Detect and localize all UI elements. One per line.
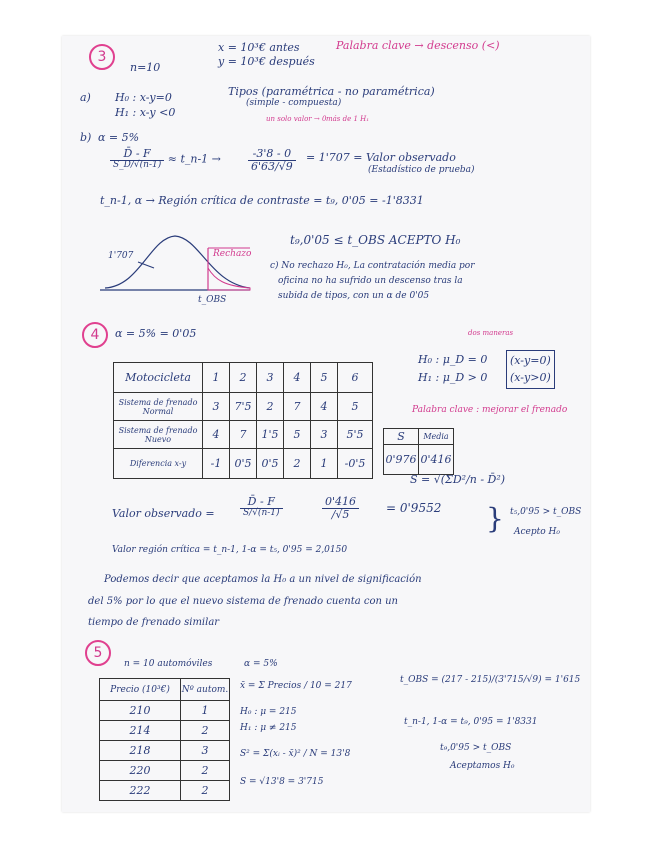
table-cell: 2 — [230, 363, 257, 393]
table-row — [384, 429, 454, 445]
ex4-conclusion-1: Podemos decir que aceptamos la H₀ a un nivel de significación — [104, 574, 422, 585]
table-cell: Motocicleta — [114, 363, 203, 393]
ex4-compare: t₅,0'95 > t_OBS — [510, 507, 582, 517]
exercise-5-number: 5 — [85, 640, 111, 666]
ex4-vo-label: Valor observado = — [112, 507, 215, 520]
table-cell: 4 — [203, 421, 230, 449]
table-cell: 7 — [230, 421, 257, 449]
ex3-b-label: b) — [80, 131, 92, 144]
ex3-tipos: Tipos (paramétrica - no paramétrica) — [228, 85, 435, 98]
ex5-alpha: α = 5% — [244, 659, 278, 669]
ex4-brake-table — [113, 362, 373, 479]
table-row — [114, 393, 373, 421]
ex5-tcrit: t_n-1, 1-α = t₉, 0'95 = 1'8331 — [404, 717, 538, 727]
ex5-variance: S² = Σ(xᵢ - x̄)² / N = 13'8 — [240, 749, 351, 759]
table-cell: 210 — [100, 701, 181, 721]
table-row — [100, 679, 230, 701]
table-cell: 4 — [284, 363, 311, 393]
ex4-dos-maneras: dos maneras — [468, 329, 514, 337]
table-row — [114, 449, 373, 479]
exercise-4-number: 4 — [82, 322, 108, 348]
table-cell: 5'5 — [338, 421, 373, 449]
ex4-conclusion-3: tiempo de frenado similar — [88, 617, 220, 628]
ex5-compare: t₉,0'95 > t_OBS — [440, 743, 512, 753]
ex4-keyword: Palabra clave : mejorar el frenado — [412, 405, 568, 415]
table-cell: 2 — [284, 449, 311, 479]
ex5-h0: H₀ : μ = 215 — [240, 707, 297, 717]
table-cell: 1'5 — [257, 421, 284, 449]
graph-curve — [105, 236, 250, 288]
ex3-tobs-label: t_OBS — [198, 295, 227, 305]
table-cell: 0'5 — [257, 449, 284, 479]
ex4-h0: H₀ : μ_D = 0 — [418, 353, 488, 366]
table-cell: 218 — [100, 741, 181, 761]
table-cell: 5 — [338, 393, 373, 421]
ex5-h1: H₁ : μ ≠ 215 — [240, 723, 297, 733]
ex5-std: S = √13'8 = 3'715 — [240, 777, 324, 787]
ex4-vo-result: = 0'9552 — [386, 501, 442, 515]
table-row — [114, 363, 373, 393]
ex3-h1: H₁ : x-y <0 — [115, 106, 176, 119]
ex4-accept: Acepto H₀ — [514, 527, 560, 537]
ex3-rechazo: Rechazo — [213, 249, 252, 259]
ex5-price-table — [99, 678, 230, 801]
ex3-conclusion-3: subida de tipos, con un α de 0'05 — [278, 291, 430, 301]
table-cell: Diferencia x-y — [114, 449, 203, 479]
ex3-note2: más de 1 H₁ — [326, 115, 370, 123]
table-cell: Sistema de frenado Normal — [114, 393, 203, 421]
ex3-calc-note: (Estadístico de prueba) — [368, 165, 475, 175]
table-row — [100, 741, 230, 761]
table-row — [100, 701, 230, 721]
ex3-graph-value: 1'707 — [108, 251, 134, 261]
table-row — [114, 421, 373, 449]
ex4-summary-table — [383, 428, 454, 475]
table-cell: 222 — [100, 781, 181, 801]
table-cell: 5 — [311, 363, 338, 393]
ex3-conclusion-1: c) No rechazo H₀, La contratación media por — [270, 261, 475, 271]
table-cell: S — [384, 429, 419, 445]
table-cell: Sistema de frenado Nuevo — [114, 421, 203, 449]
table-cell: 2 — [181, 761, 230, 781]
table-cell: 2 — [257, 393, 284, 421]
table-cell: 0'5 — [230, 449, 257, 479]
ex3-a-label: a) — [80, 91, 91, 104]
table-cell: 214 — [100, 721, 181, 741]
ex3-n: n=10 — [130, 61, 161, 74]
ex4-conclusion-2: del 5% por lo que el nuevo sistema de frenado cuenta con un — [88, 596, 398, 607]
ex4-h1: H₁ : μ_D > 0 — [418, 371, 488, 384]
ex3-keyword: Palabra clave → descenso (<) — [336, 39, 500, 52]
table-cell: 6 — [338, 363, 373, 393]
table-row — [384, 445, 454, 475]
ex5-n: n = 10 automóviles — [124, 659, 213, 669]
table-cell: 3 — [257, 363, 284, 393]
table-cell: 2 — [181, 781, 230, 801]
table-cell: -0'5 — [338, 449, 373, 479]
table-cell: 7'5 — [230, 393, 257, 421]
ex3-test-formula: $\frac{D̄ - F}{S\_D/√(n-1)}$ ≈ t_n-1 → — [110, 148, 221, 171]
exercise-3-number: 3 — [89, 44, 115, 70]
table-cell: 3 — [311, 421, 338, 449]
table-cell: Nº autom. — [181, 679, 230, 701]
table-row — [100, 721, 230, 741]
ex3-h0: H₀ : x-y=0 — [115, 91, 172, 104]
ex3-note1: un solo valor → 0 — [266, 115, 327, 123]
ex4-critical-value: Valor región crítica = t_n-1, 1-α = t₅, 0'95 = 2,0150 — [112, 545, 348, 555]
ex4-vo-calc: $\frac{0'416}{/√5}$ — [322, 496, 359, 521]
table-row — [100, 781, 230, 801]
table-cell: 1 — [311, 449, 338, 479]
ex4-brace: } — [486, 502, 504, 535]
table-cell: Media — [419, 429, 454, 445]
table-cell: Precio (10³€) — [100, 679, 181, 701]
ex4-alt1: (x-y>0) — [510, 370, 551, 384]
ex4-vo-formula: $\frac{D̄ - F}{S/√(n-1)}$ — [240, 496, 283, 519]
table-cell: -1 — [203, 449, 230, 479]
value-pointer — [138, 262, 154, 268]
table-cell: 1 — [203, 363, 230, 393]
ex3-simple: (simple - compuesta) — [246, 98, 342, 108]
table-cell: 3 — [181, 741, 230, 761]
ex4-alt0: (x-y=0) — [510, 354, 551, 367]
ex5-tobs: t_OBS = (217 - 215)/(3'715/√9) = 1'615 — [400, 675, 581, 685]
ex3-y-def: y = 10³€ después — [218, 55, 315, 68]
ex4-alpha: α = 5% = 0'05 — [115, 327, 197, 340]
table-cell: 2 — [181, 721, 230, 741]
ex4-s-formula: S = √(ΣD²/n - D̄²) — [410, 473, 506, 486]
ex3-region: t_n-1, α → Región crítica de contraste = t₉, 0'05 = -1'8331 — [100, 194, 424, 207]
ex3-x-def: x = 10³€ antes — [218, 41, 300, 54]
table-cell: 3 — [203, 393, 230, 421]
table-cell: 220 — [100, 761, 181, 781]
ex3-alpha: α = 5% — [98, 131, 140, 144]
table-cell: 1 — [181, 701, 230, 721]
table-cell: 5 — [284, 421, 311, 449]
ex4-alternative-box — [506, 350, 555, 389]
ex3-compare: t₉,0'05 ≤ t_OBS ACEPTO H₀ — [290, 233, 461, 247]
ex3-calc-result: = 1'707 = Valor observado — [306, 151, 456, 164]
table-cell: 0'976 — [384, 445, 419, 475]
table-cell: 7 — [284, 393, 311, 421]
ex3-t-distribution-sketch — [100, 228, 260, 308]
ex5-mean: x̄ = Σ Precios / 10 = 217 — [240, 681, 352, 691]
table-cell: 4 — [311, 393, 338, 421]
table-row — [100, 761, 230, 781]
ex5-conclusion: Aceptamos H₀ — [450, 761, 515, 771]
ex3-calc: $\frac{-3'8 - 0}{6'63/√9}$ — [248, 148, 296, 173]
ex3-conclusion-2: oficina no ha sufrido un descenso tras la — [278, 276, 463, 286]
table-cell: 0'416 — [419, 445, 454, 475]
